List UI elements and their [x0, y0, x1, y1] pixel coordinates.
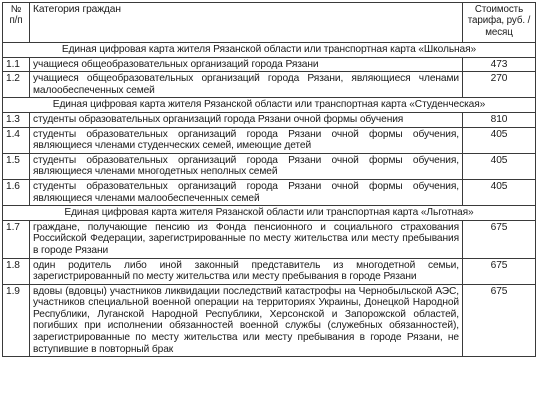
table-row: [3, 153, 536, 179]
table-row: [3, 179, 536, 205]
section-title: Единая цифровая карта жителя Рязанской области или транспортная карта «Школьная»: [3, 43, 536, 58]
row-cost: 675: [463, 258, 536, 284]
row-category: один родитель либо иной законный представитель из многодетной семьи, зарегистрированный по месту жительства или месту пребывания в городе Рязани: [30, 258, 463, 284]
table-row: [3, 112, 536, 127]
row-cost: 405: [463, 179, 536, 205]
row-cost: 405: [463, 153, 536, 179]
row-number: 1.7: [3, 220, 30, 258]
row-number: 1.1: [3, 57, 30, 72]
row-cost: 473: [463, 57, 536, 72]
row-cost: 405: [463, 127, 536, 153]
row-cost: 810: [463, 112, 536, 127]
section-title: Единая цифровая карта жителя Рязанской области или транспортная карта «Студенческая»: [3, 98, 536, 113]
table-row: [3, 284, 536, 357]
row-category: учащиеся общеобразовательных организаций города Рязани, являющиеся членами малообеспеченных семей: [30, 72, 463, 98]
section-row: [3, 43, 536, 58]
section-row: [3, 98, 536, 113]
row-number: 1.5: [3, 153, 30, 179]
row-category: учащиеся общеобразовательных организаций города Рязани: [30, 57, 463, 72]
row-category: студенты образовательных организаций города Рязани очной формы обучения, являющиеся членами многодетных неполных семей: [30, 153, 463, 179]
row-category: граждане, получающие пенсию из Фонда пенсионного и социального страхования Российской Федерации, зарегистрированные по месту жительства или месту пребывания в городе Рязани: [30, 220, 463, 258]
section-title: Единая цифровая карта жителя Рязанской области или транспортная карта «Льготная»: [3, 206, 536, 221]
row-number: 1.8: [3, 258, 30, 284]
row-cost: 675: [463, 220, 536, 258]
row-category: студенты образовательных организаций города Рязани очной формы обучения, являющиеся членами малообеспеченных семей: [30, 179, 463, 205]
tariff-table: [2, 2, 536, 357]
header-cost: Стоимость тарифа, руб. / месяц: [463, 3, 536, 43]
tariff-document: [2, 2, 535, 357]
row-number: 1.2: [3, 72, 30, 98]
row-cost: 675: [463, 284, 536, 357]
header-category: Категория граждан: [30, 3, 463, 43]
row-number: 1.6: [3, 179, 30, 205]
row-category: студенты образовательных организаций города Рязани очной формы обучения: [30, 112, 463, 127]
row-number: 1.3: [3, 112, 30, 127]
section-row: [3, 206, 536, 221]
table-row: [3, 258, 536, 284]
table-row: [3, 72, 536, 98]
table-row: [3, 220, 536, 258]
table-row: [3, 127, 536, 153]
table-header-row: [3, 3, 536, 43]
row-category: вдовы (вдовцы) участников ликвидации последствий катастрофы на Чернобыльской АЭС, участников специальной военной операции на территориях Украины, Донецкой Народной Республики, Луганской Народной Республики, Херсонской и Запорожской областей, погибших при исполнении обязанностей военной службы (служебных обязанностей), зарегистрированные по месту жительства или месту пребывания в городе Рязани, не вступившие в повторный брак: [30, 284, 463, 357]
row-number: 1.9: [3, 284, 30, 357]
row-number: 1.4: [3, 127, 30, 153]
header-number: № п/п: [3, 3, 30, 43]
table-row: [3, 57, 536, 72]
row-category: студенты образовательных организаций города Рязани очной формы обучения, являющиеся членами студенческих семей, имеющие детей: [30, 127, 463, 153]
table-body: [3, 43, 536, 357]
row-cost: 270: [463, 72, 536, 98]
